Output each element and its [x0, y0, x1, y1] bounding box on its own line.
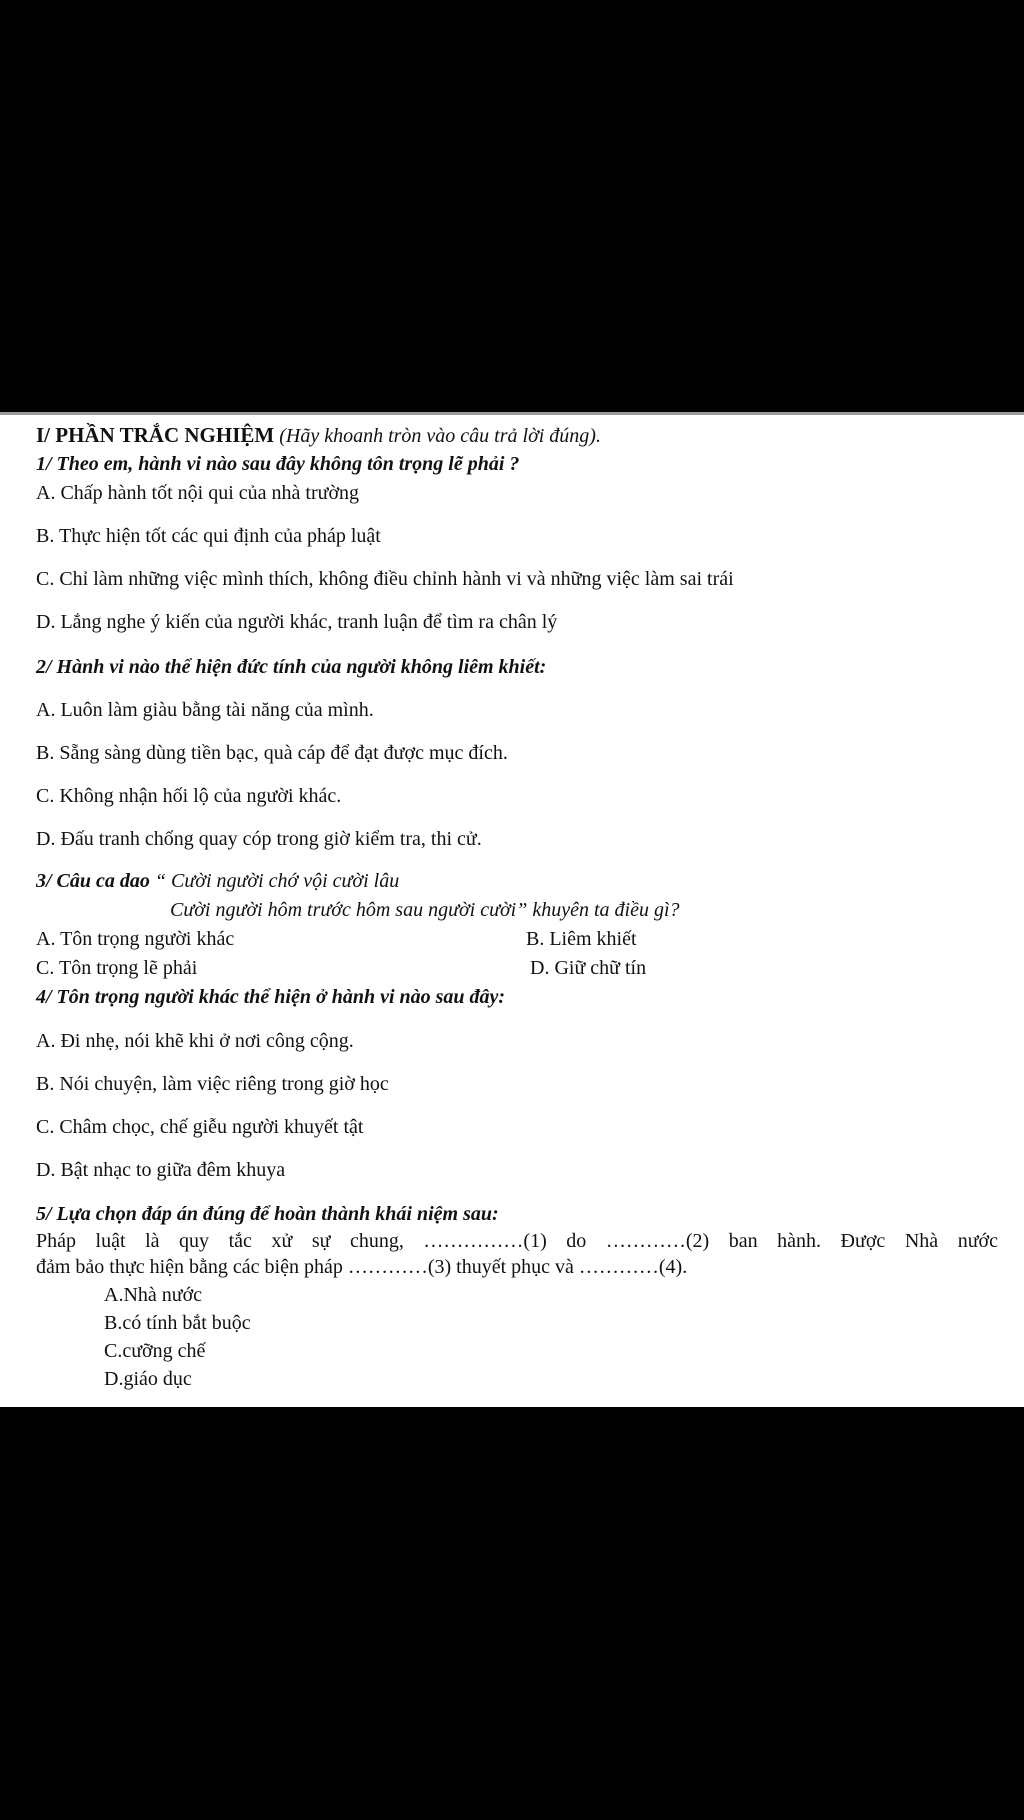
question-5-paragraph-line2: đảm bảo thực hiện bằng các biện pháp …………(3) thuyết phục và …………(4). [36, 1256, 688, 1278]
question-2-option-a: A. Luôn làm giàu bằng tài năng của mình. [36, 699, 374, 721]
question-3-quote-line2: Cười người hôm trước hôm sau người cười” khuyên ta điều gì? [170, 899, 680, 921]
question-1-option-a: A. Chấp hành tốt nội qui của nhà trường [36, 482, 360, 504]
question-3 [36, 869, 399, 893]
question-4: 4/ Tôn trọng người khác thể hiện ở hành vi nào sau đây: [36, 986, 506, 1008]
question-5-option-d: D.giáo dục [104, 1368, 192, 1390]
document-page [0, 412, 1024, 1407]
question-3-option-b: B. Liêm khiết [526, 928, 637, 950]
section-note: (Hãy khoanh tròn vào câu trả lời đúng). [279, 425, 601, 447]
question-1-option-c: C. Chỉ làm những việc mình thích, không điều chỉnh hành vi và những việc làm sai trái [36, 568, 734, 590]
question-1-option-b: B. Thực hiện tốt các qui định của pháp luật [36, 525, 381, 547]
question-3-option-d: D. Giữ chữ tín [530, 957, 647, 979]
question-2: 2/ Hành vi nào thể hiện đức tính của người không liêm khiết: [36, 656, 547, 678]
question-5-paragraph-line1: Pháp luật là quy tắc xử sự chung, ……………(1) do …………(2) ban hành. Được Nhà nước [36, 1230, 998, 1252]
section-heading [36, 423, 601, 448]
question-4-option-b: B. Nói chuyện, làm việc riêng trong giờ học [36, 1073, 389, 1095]
section-title: I/ PHẦN TRẮC NGHIỆM [36, 423, 275, 447]
question-5: 5/ Lựa chọn đáp án đúng để hoàn thành khái niệm sau: [36, 1203, 499, 1225]
question-4-option-d: D. Bật nhạc to giữa đêm khuya [36, 1159, 286, 1181]
question-1: 1/ Theo em, hành vi nào sau đây không tôn trọng lẽ phải ? [36, 453, 520, 475]
question-5-option-b: B.có tính bắt buộc [104, 1312, 251, 1334]
question-3-label: 3/ Câu ca dao [36, 870, 150, 892]
question-5-option-c: C.cưỡng chế [104, 1340, 206, 1362]
question-3-option-c: C. Tôn trọng lẽ phải [36, 957, 198, 979]
question-1-option-d: D. Lắng nghe ý kiến của người khác, tranh luận để tìm ra chân lý [36, 611, 558, 633]
question-3-row-2 [36, 956, 996, 980]
question-2-option-d: D. Đấu tranh chống quay cóp trong giờ kiểm tra, thi cử. [36, 828, 482, 850]
question-2-option-b: B. Sẵng sàng dùng tiền bạc, quà cáp để đạt được mục đích. [36, 742, 508, 764]
question-4-option-a: A. Đi nhẹ, nói khẽ khi ở nơi công cộng. [36, 1030, 354, 1052]
question-3-option-a: A. Tôn trọng người khác [36, 928, 235, 950]
question-5-option-a: A.Nhà nước [104, 1284, 203, 1306]
question-3-row-1 [36, 927, 996, 951]
question-2-option-c: C. Không nhận hối lộ của người khác. [36, 785, 342, 807]
question-4-option-c: C. Châm chọc, chế giễu người khuyết tật [36, 1116, 364, 1138]
question-3-quote-line1: “ Cười người chớ vội cười lâu [149, 870, 400, 892]
